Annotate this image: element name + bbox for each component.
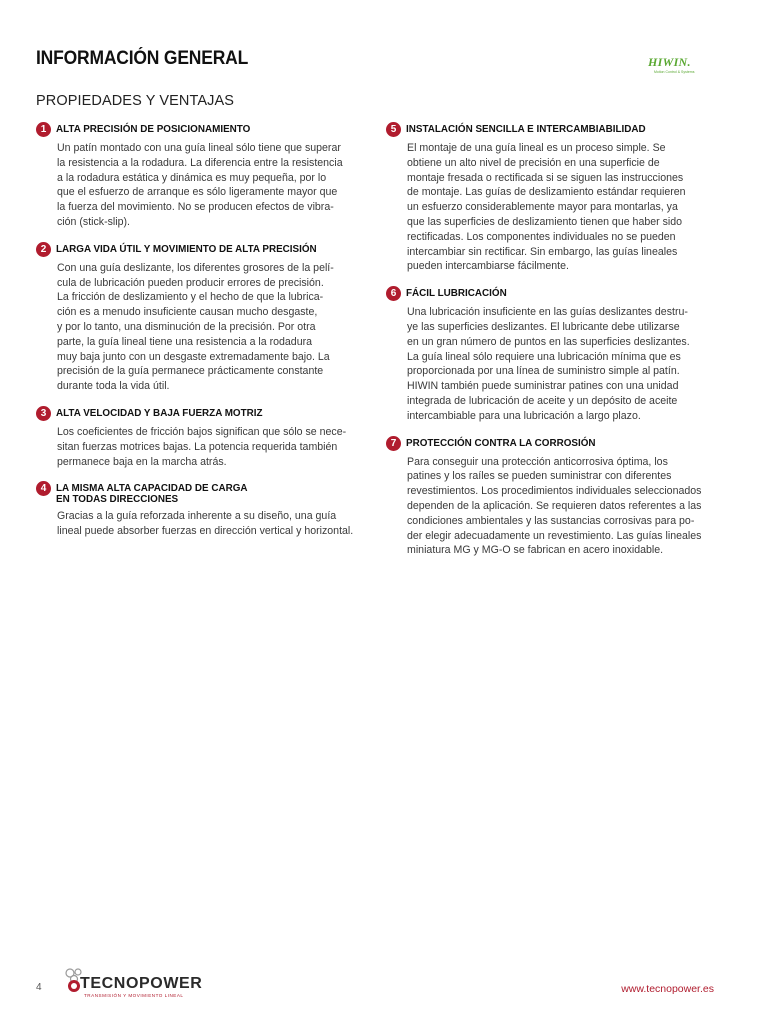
feature-description xyxy=(57,425,366,469)
tecnopower-logo xyxy=(60,965,210,1001)
feature-description-line: der elegir adecuadamente un revestimiento. Las guías lineales xyxy=(407,529,702,542)
feature-item xyxy=(36,406,366,469)
feature-description xyxy=(57,261,366,394)
feature-description-line: HIWIN también puede suministrar patines con una unidad xyxy=(407,380,679,393)
feature-description xyxy=(407,141,716,274)
feature-description-line: Una lubricación insuficiente en las guías deslizantes destru- xyxy=(407,306,688,319)
feature-description-line: revestimientos. Los procedimientos individuales seleccionados xyxy=(407,485,702,498)
feature-description-line: La fricción de deslizamiento y el hecho de que la lubrica- xyxy=(57,291,324,304)
feature-number-badge: 7 xyxy=(386,436,401,451)
feature-title-line: EN TODAS DIRECCIONES xyxy=(56,493,179,506)
feature-description-line: precisión de la guía permanece prácticamente constante xyxy=(57,365,324,378)
feature-description-line: Con una guía deslizante, los diferentes grosores de la pelí- xyxy=(57,261,334,274)
feature-description-line: parte, la guía lineal tiene una resistencia a la rodadura xyxy=(57,335,313,348)
feature-description xyxy=(57,509,366,539)
feature-number-badge: 6 xyxy=(386,286,401,301)
feature-description-line: ción es a menudo insuficiente causan mucho desgaste, xyxy=(57,306,318,319)
feature-description-line: dependen de la aplicación. Se requieren datos referentes a las xyxy=(407,499,702,512)
feature-description-line: un esfuerzo considerablemente mayor para montarlas, ya xyxy=(407,201,678,214)
feature-description-line: durante toda la vida útil. xyxy=(57,380,170,393)
feature-description-line: condiciones ambientales y las sustancias corrosivas para po- xyxy=(407,514,695,527)
feature-title xyxy=(56,242,317,255)
feature-number-badge: 2 xyxy=(36,242,51,257)
website-link[interactable]: www.tecnopower.es xyxy=(621,983,714,995)
feature-description-line: miniatura MG y MG-O se fabrican en acero inoxidable. xyxy=(407,544,664,557)
feature-description-line: que el esfuerzo de arranque es sólo ligeramente mayor que xyxy=(57,186,338,199)
feature-item xyxy=(386,436,716,559)
feature-title-line: ALTA VELOCIDAD Y BAJA FUERZA MOTRIZ xyxy=(56,406,263,419)
feature-description-line: ye las superficies deslizantes. El lubricante debe utilizarse xyxy=(407,320,680,333)
right-column xyxy=(386,122,716,570)
section-title: PROPIEDADES Y VENTAJAS xyxy=(36,93,235,109)
feature-description-line: Para conseguir una protección anticorrosiva óptima, los xyxy=(407,455,668,468)
feature-item xyxy=(386,286,716,423)
feature-description-line: la resistencia a la rodadura. La diferencia entre la resistencia xyxy=(57,156,343,169)
feature-description-line: permanece baja en la marcha atrás. xyxy=(57,455,227,468)
feature-item xyxy=(36,242,366,394)
feature-title-line: LARGA VIDA ÚTIL Y MOVIMIENTO DE ALTA PRECISIÓN xyxy=(56,242,317,255)
feature-heading xyxy=(386,436,716,451)
feature-title-line: PROTECCIÓN CONTRA LA CORROSIÓN xyxy=(406,436,596,449)
feature-description xyxy=(407,455,716,559)
page-number: 4 xyxy=(36,982,42,993)
feature-description-line: patines y los raíles se pueden suministrar con diferentes xyxy=(407,470,672,483)
feature-title xyxy=(56,406,263,419)
feature-description-line: rectificadas. Los componentes individuales no se pueden xyxy=(407,230,676,243)
feature-item xyxy=(36,122,366,230)
feature-description-line: de montaje. Las guías de deslizamiento estándar requieren xyxy=(407,186,686,199)
feature-description-line: muy baja junto con un desgaste extremadamente bajo. La xyxy=(57,350,330,363)
feature-number-badge: 5 xyxy=(386,122,401,137)
feature-description-line: intercambiable para una lubricación a largo plazo. xyxy=(407,409,641,422)
feature-description-line: ción (stick-slip). xyxy=(57,215,130,228)
feature-description-line: Los coeficientes de fricción bajos significan que sólo se nece- xyxy=(57,425,347,438)
hiwin-logo-word: HIWIN. xyxy=(648,55,691,69)
feature-item xyxy=(36,481,366,539)
feature-title xyxy=(406,122,646,135)
hiwin-logo-tagline: Motion Control & Systems xyxy=(654,70,695,74)
feature-title xyxy=(56,481,248,505)
feature-description-line: y por lo tanto, una disminución de la precisión. Por otra xyxy=(57,320,316,333)
feature-heading xyxy=(36,122,366,137)
feature-description-line: La guía lineal sólo requiere una lubricación mínima que es xyxy=(407,350,681,363)
feature-number-badge: 3 xyxy=(36,406,51,421)
feature-description xyxy=(407,305,716,423)
feature-description-line: a la rodadura estática y dinámica es muy pequeña, por lo xyxy=(57,171,327,184)
feature-description-line: obtiene un alto nivel de precisión en una superficie de xyxy=(407,156,660,169)
page-title: INFORMACIÓN GENERAL xyxy=(36,48,249,69)
feature-description-line: montaje fresada o rectificada si se siguen las instrucciones xyxy=(407,171,684,184)
feature-description-line: cula de lubricación pueden producir errores de precisión. xyxy=(57,276,324,289)
feature-title xyxy=(56,122,250,135)
feature-description xyxy=(57,141,366,230)
feature-item xyxy=(386,122,716,274)
feature-title xyxy=(406,286,507,299)
feature-description-line: intercambiar sin rectificar. Sin embargo, las guías lineales xyxy=(407,245,678,258)
feature-description-line: proporcionada por una línea de suministro simple al patín. xyxy=(407,365,680,378)
left-column xyxy=(36,122,366,551)
feature-number-badge: 1 xyxy=(36,122,51,137)
feature-title-line: FÁCIL LUBRICACIÓN xyxy=(406,287,507,300)
feature-title-line: INSTALACIÓN SENCILLA E INTERCAMBIABILIDAD xyxy=(406,123,646,135)
feature-description-line: sitan fuerzas motrices bajas. La potencia requerida también xyxy=(57,440,338,453)
feature-title-line: LA MISMA ALTA CAPACIDAD DE CARGA xyxy=(56,482,248,495)
feature-description-line: Un patín montado con una guía lineal sólo tiene que superar xyxy=(57,142,341,154)
feature-heading xyxy=(36,481,366,505)
feature-description-line: Gracias a la guía reforzada inherente a su diseño, una guía xyxy=(57,510,337,523)
feature-heading xyxy=(386,122,716,137)
feature-description-line: que las superficies de deslizamiento tienen que haber sido xyxy=(407,215,683,228)
feature-heading xyxy=(36,242,366,257)
feature-number-badge: 4 xyxy=(36,481,51,496)
feature-description-line: lineal puede absorber fuerzas en dirección vertical y horizontal. xyxy=(57,525,354,538)
tecnopower-logo-text: TECNOPOWER xyxy=(80,975,203,992)
tecnopower-logo-subtitle: TRANSMISIÓN Y MOVIMIENTO LINEAL xyxy=(84,993,184,998)
feature-title-line: ALTA PRECISIÓN DE POSICIONAMIENTO xyxy=(56,123,251,135)
feature-description-line: integrada de lubricación de aceite y un depósito de aceite xyxy=(407,394,678,407)
hiwin-logo xyxy=(648,55,722,75)
feature-description-line: en un gran número de puntos en las superficies deslizantes. xyxy=(407,335,690,348)
feature-description-line: pueden intercambiarse fácilmente. xyxy=(407,260,569,273)
feature-title xyxy=(406,436,596,449)
feature-description-line: El montaje de una guía lineal es un proceso simple. Se xyxy=(407,142,666,154)
feature-description-line: la fuerza del movimiento. No se producen efectos de vibra- xyxy=(57,201,334,214)
feature-heading xyxy=(36,406,366,421)
feature-heading xyxy=(386,286,716,301)
